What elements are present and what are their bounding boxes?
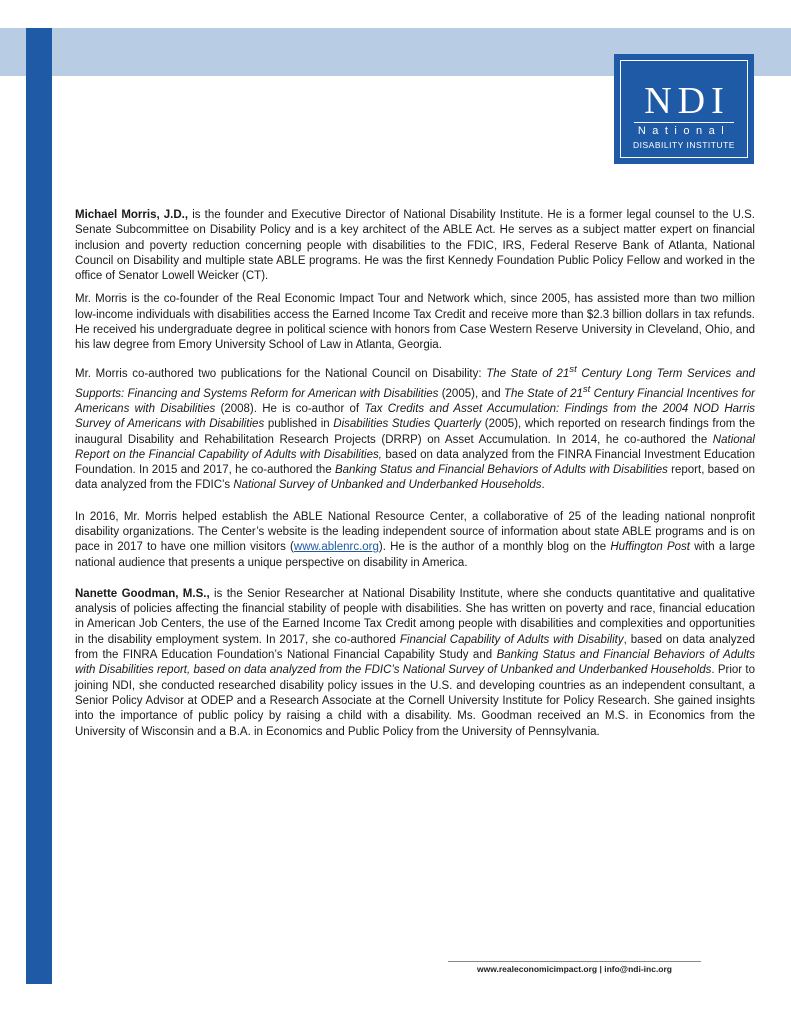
bio-paragraph-morris-1 bbox=[75, 208, 755, 284]
bio-content bbox=[75, 208, 755, 748]
bio-text: published in bbox=[264, 418, 334, 431]
bio-text: . bbox=[541, 479, 545, 492]
bio-text: Mr. Morris co-authored two publications for the National Council on Disability: bbox=[75, 367, 487, 380]
publication-title: Financial Capability of Adults with Disability bbox=[399, 633, 624, 646]
bio-text: based on data analyzed from the FINRA Financial Investment Education Foundation. In 2015 and 2017, he co-authored the bbox=[75, 448, 756, 477]
bio-text: is the founder and Executive Director of National Disability Institute. He is a former legal counsel to the U.S. Senate Subcommittee on Disability Policy and is a key architect of the ABLE Act. He serves as a subject matter expert on financial inclusion and poverty reduction concerning people with disabilities to the FDIC, IRS, Federal Reserve Bank of Atlanta, National Council on Disability and multiple state ABLE programs. He was the first Kennedy Foundation Public Policy Fellow and worked in the office of Senator Lowell Weicker (CT). bbox=[75, 209, 755, 283]
publication-title: Banking Status and Financial Behaviors of Adults with Disabilities bbox=[334, 464, 668, 477]
logo-frame bbox=[620, 60, 748, 158]
logo-line-disability-institute: DISABILITY INSTITUTE bbox=[633, 140, 735, 150]
bio-text: Mr. Morris is the co-founder of the Real Economic Impact Tour and Network which, since 2005, has assisted more than two million low-income individuals with disabilities access the Earned Income Tax Credit and receive more than $2.3 billion dollars in tax refunds. He received his undergraduate degree in political science with honors from Case Western Reserve University in Cleveland, Ohio, and his law degree from Emory University School of Law in Atlanta, Georgia. bbox=[75, 293, 755, 352]
publication-title: Tax Credits and Asset Accumulation: Findings from the 2004 NOD Harris Survey of Americans with Disabilities bbox=[75, 402, 756, 431]
ndi-logo bbox=[614, 54, 754, 164]
bio-text: (2005), which reported on research findings from the inaugural Disability and Rehabilitation Research Projects (DRRP) on Asset Accumulation. In 2014, he co-authored the bbox=[75, 418, 755, 446]
side-accent-bar bbox=[26, 28, 52, 984]
bio-text: with a large national audience that presents a unique perspective on disability in America. bbox=[75, 541, 755, 569]
bio-paragraph-morris-4 bbox=[75, 510, 755, 571]
publication-title: Banking Status and Financial Behaviors of Adults with Disabilities report, based on data analyzed from the FDIC’s National Survey of Unbanked and Underbanked Households bbox=[75, 649, 755, 677]
bio-paragraph-morris-3 bbox=[75, 362, 755, 494]
footer-divider bbox=[448, 961, 701, 962]
logo-acronym: NDI bbox=[634, 82, 734, 123]
bio-paragraph-morris-2 bbox=[75, 292, 755, 353]
bio-text: In 2016, Mr. Morris helped establish the ABLE National Resource Center, a collaborative of 25 of the leading national nonprofit disability organizations. The Center’s website is the leading independent source of information about state ABLE programs and is on pace in 2017 to have one million visitors ( bbox=[75, 510, 755, 554]
bio-name-goodman: Nanette Goodman, M.S., bbox=[75, 587, 210, 600]
bio-name-morris: Michael Morris, J.D., bbox=[75, 209, 189, 221]
publication-title-part: The State of 21 bbox=[503, 387, 583, 400]
bio-paragraph-goodman bbox=[75, 587, 755, 740]
bio-text: . Prior to joining NDI, she conducted researched disability policy issues in the U.S. and developing countries as an independent consultant, a Senior Policy Advisor at ODEP and a Research Associate at the Cornell University Institute for Policy Research. She gained insights into the importance of public policy by raising a child with a disability. Ms. Goodman received an M.S. in Economics from the University of Wisconsin and a B.A. in Economics and Public Policy from the University of Pennsylvania. bbox=[75, 664, 755, 738]
footer-contact: www.realeconomicimpact.org | info@ndi-inc.org bbox=[476, 964, 672, 974]
ablenrc-link[interactable]: www.ablenrc.org bbox=[293, 541, 379, 554]
publication-title: National Report on the Financial Capability of Adults with Disabilities, bbox=[75, 433, 755, 461]
bio-text: is the Senior Researcher at National Disability Institute, where she conducts quantitative and qualitative analysis of policies affecting the financial stability of people with disabilities. She has written on poverty and race, financial education in American Job Centers, the use of the Earned Income Tax Credit among people with disabilities and complexities and opportunities in the disability employment system. In 2017, she co-authored bbox=[75, 587, 756, 646]
publication-title: Huffington Post bbox=[610, 541, 690, 554]
ordinal-superscript: st bbox=[582, 383, 591, 395]
publication-title-part: The State of 21 bbox=[486, 367, 570, 380]
bio-text: report, based on data analyzed from the FDIC’s bbox=[75, 464, 756, 492]
ordinal-superscript: st bbox=[569, 363, 577, 375]
bio-text: (2008). He is co-author of bbox=[215, 402, 365, 415]
logo-line-national: National bbox=[637, 125, 731, 137]
bio-text: , based on data analyzed from the FINRA Education Foundation’s National Financial Capability Study and bbox=[75, 633, 755, 662]
publication-title-part: Century Long Term Services and Supports: Financing and Systems Reform for American with Disabilities bbox=[75, 367, 756, 400]
bio-text: ). He is the author of a monthly blog on the bbox=[378, 541, 611, 554]
publication-title-part: Century Financial Incentives for Americans with Disabilities bbox=[75, 387, 755, 415]
bio-text: (2005), and bbox=[438, 387, 504, 400]
publication-title: National Survey of Unbanked and Underbanked Households bbox=[233, 479, 542, 492]
journal-title: Disabilities Studies Quarterly bbox=[333, 418, 482, 431]
